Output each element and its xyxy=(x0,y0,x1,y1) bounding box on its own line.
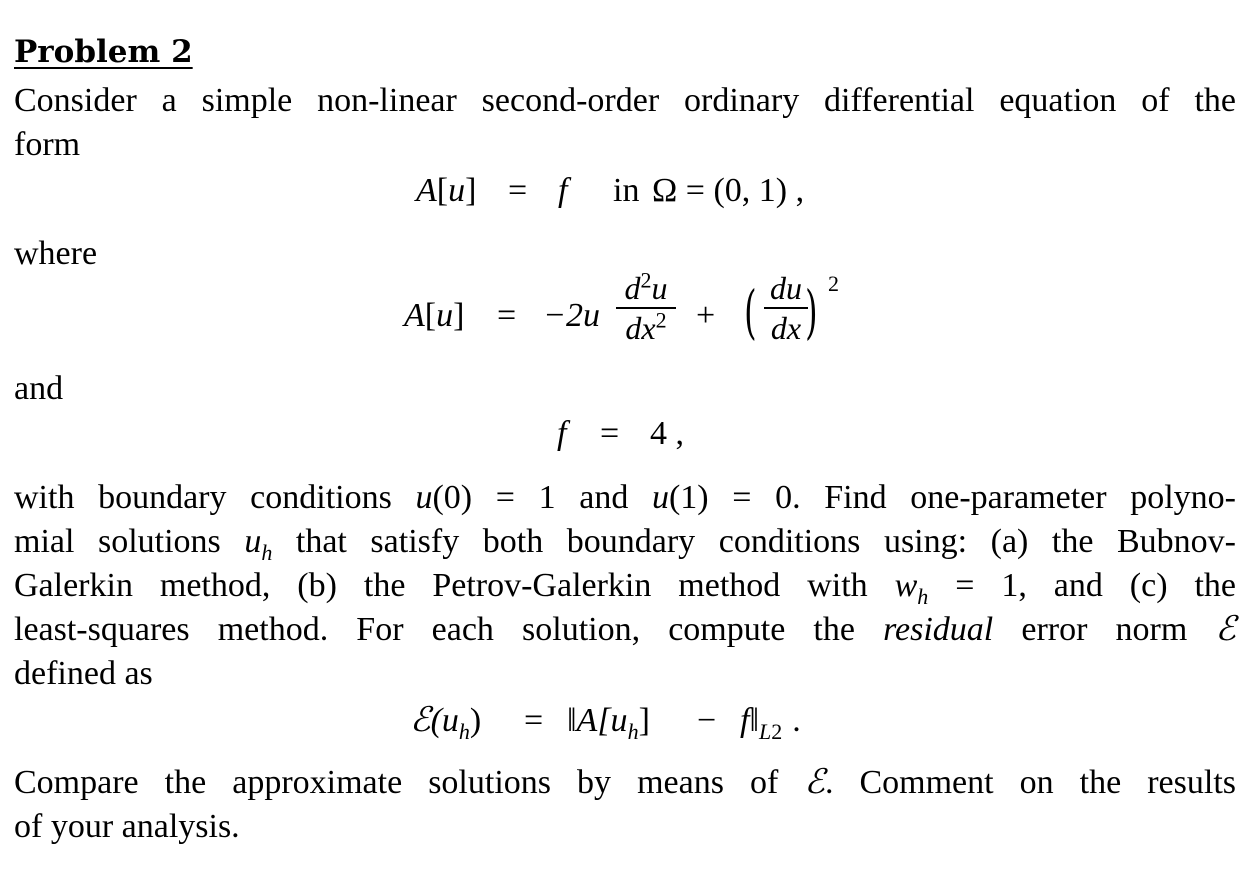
eq4-minus: − xyxy=(697,702,717,739)
body-line-3: Galerkin method, (b) the Petrov-Galerkin method with $w_h = 1$, and (c) the xyxy=(14,567,1236,609)
intro-line-2: form xyxy=(14,126,81,163)
eq2-right-paren: ) xyxy=(805,278,818,346)
eq1-equals: = xyxy=(508,172,528,209)
problem-heading: Problem 2 xyxy=(14,34,193,70)
where-label: where xyxy=(14,235,98,272)
eq4-norm-tail: $f‖_{L2}$ . xyxy=(740,702,801,744)
eq2-frac2-bar xyxy=(764,307,808,309)
eq2-lhs-name: A xyxy=(404,297,425,334)
eq2-frac2-numerator: du xyxy=(770,270,802,306)
eq2-frac1-numerator: $d^2u$ xyxy=(624,267,668,306)
eq3-lhs: f xyxy=(557,415,567,452)
eq2-term1-coef: −2u xyxy=(543,297,600,334)
eq3-equals: = xyxy=(600,415,620,452)
eq2-lhs-arg: u xyxy=(436,297,454,334)
eq2-plus: + xyxy=(696,297,716,334)
eq2-frac1-denominator: $dx^2$ xyxy=(625,307,667,346)
eq2-lhs: A[u] xyxy=(404,297,465,334)
equation-1: A[u] xyxy=(416,172,477,209)
eq4-equals: = xyxy=(524,702,544,739)
body-line-5: defined as xyxy=(14,655,153,692)
eq1-domain: Ω = (0, 1) , xyxy=(652,172,805,209)
conclusion-line-1: Compare the approximate solutions by means of ℰ. Comment on the results xyxy=(14,764,1236,801)
eq4-lhs: $ℰ(u_h)$ xyxy=(410,702,482,744)
and-label: and xyxy=(14,370,64,407)
conclusion-line-2: of your analysis. xyxy=(14,808,240,845)
body-line-2: mial solutions $u_h$ that satisfy both boundary conditions using: (a) the Bubnov- xyxy=(14,523,1236,565)
eq2-fraction-1 xyxy=(616,267,676,346)
eq4-norm-body: $‖A[u_h]$ xyxy=(567,702,650,744)
eq3-rhs: 4 , xyxy=(650,415,684,452)
body-line-1: with boundary conditions u(0) = 1 and u(1) = 0. Find one-parameter polyno- xyxy=(14,479,1236,516)
eq2-fraction-2 xyxy=(764,270,808,346)
eq2-term2-exponent: 2 xyxy=(828,271,839,296)
eq2-frac1-bar xyxy=(616,307,676,309)
eq2-left-paren: ( xyxy=(744,278,757,346)
intro-line-1: Consider a simple non-linear second-order ordinary differential equation of the xyxy=(14,82,1236,119)
eq2-frac2-denominator: dx xyxy=(770,310,802,346)
eq2-equals: = xyxy=(497,297,517,334)
eq1-rhs: f xyxy=(558,172,568,209)
eq1-lhs-name: A xyxy=(416,172,437,209)
body-line-4: least-squares method. For each solution, compute the residual error norm ℰ xyxy=(14,611,1237,648)
eq1-lhs-arg: u xyxy=(448,172,466,209)
eq1-domain-text: in xyxy=(613,172,640,209)
